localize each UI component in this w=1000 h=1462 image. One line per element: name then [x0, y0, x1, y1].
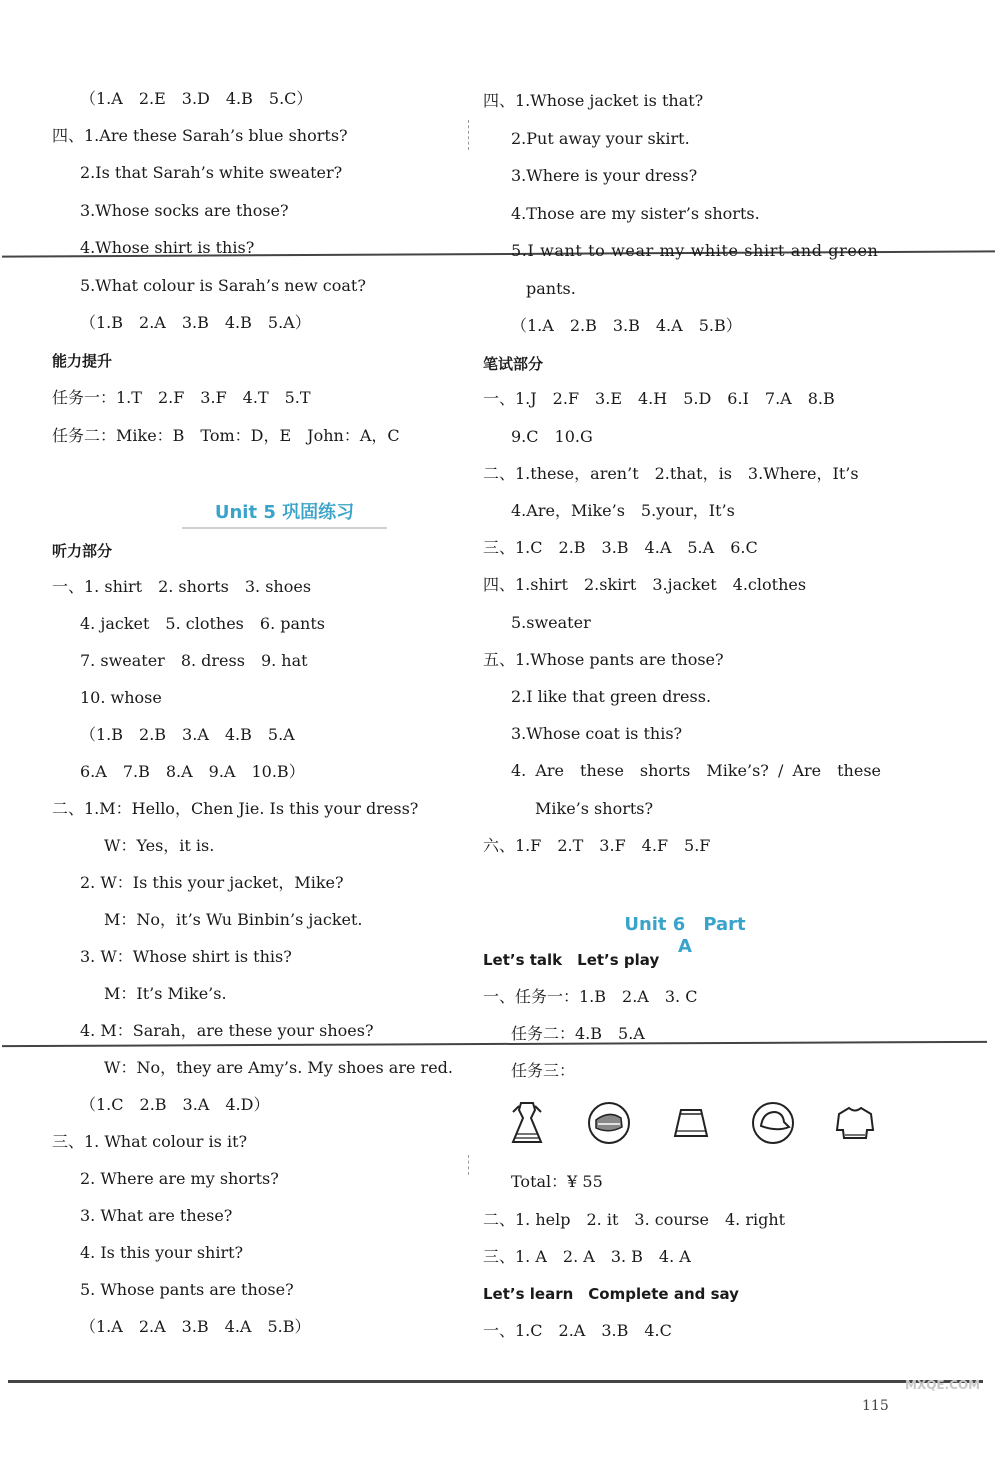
answer-line: 4.Those are my sister’s shorts.: [511, 204, 760, 223]
answer-line: Mike’s shorts?: [535, 799, 654, 818]
answer-line: 2. Where are my shorts?: [80, 1169, 279, 1188]
answer-line: 任务三：: [511, 1061, 576, 1080]
answer-line: W：No，they are Amy’s. My shoes are red.: [104, 1058, 453, 1077]
column-divider: [468, 1155, 469, 1175]
sweater-icon: [833, 1100, 877, 1146]
answer-line: 二、1.M：Hello，Chen Jie. Is this your dress?: [52, 799, 419, 818]
answer-line: 4. Is this your shirt?: [80, 1243, 244, 1262]
answer-line: （1.B 2.B 3.A 4.B 5.A: [80, 725, 295, 744]
answer-line: 5.What colour is Sarah’s new coat?: [80, 276, 366, 295]
answer-line: 5.I want to wear my white shirt and green: [511, 241, 879, 260]
answer-line: 六、1.F 2.T 3.F 4.F 5.F: [483, 836, 711, 855]
answer-line: M：No，it’s Wu Binbin’s jacket.: [104, 910, 363, 929]
dress-icon: [505, 1100, 549, 1146]
answer-line: （1.A 2.E 3.D 4.B 5.C）: [80, 89, 313, 108]
answer-line: 三、1. What colour is it?: [52, 1132, 248, 1151]
answer-line: 7. sweater 8. dress 9. hat: [80, 651, 308, 670]
unit-title: Unit 6 Part A: [624, 914, 746, 957]
answer-line: M：It’s Mike’s.: [104, 984, 227, 1003]
answer-line: 3.Whose socks are those?: [80, 201, 289, 220]
answer-line: 2.Is that Sarah’s white sweater?: [80, 163, 343, 182]
cap-icon: [751, 1100, 795, 1146]
section-heading: Let’s learn Complete and say: [483, 1285, 739, 1303]
answer-line: 四、1.Are these Sarah’s blue shorts?: [52, 126, 348, 145]
skirt-icon: [669, 1100, 713, 1146]
clothes-pictures: [505, 1100, 877, 1146]
answer-line: 一、任务一：1.B 2.A 3. C: [483, 987, 698, 1006]
answer-line: W：Yes，it is.: [104, 836, 215, 855]
answer-line: （1.B 2.A 3.B 4.B 5.A）: [80, 313, 311, 332]
answer-line: 2. W：Is this your jacket，Mike?: [80, 873, 344, 892]
answer-line: 4. jacket 5. clothes 6. pants: [80, 614, 325, 633]
answer-line: 4. M：Sarah，are these your shoes?: [80, 1021, 374, 1040]
page-number: 115: [862, 1398, 889, 1414]
answer-line: 4. Are these shorts Mike’s? / Are these: [511, 761, 882, 780]
shoes-icon: [587, 1100, 631, 1146]
answer-line: 任务一：1.T 2.F 3.F 4.T 5.T: [52, 388, 311, 407]
answer-line: 一、1.C 2.A 3.B 4.C: [483, 1321, 672, 1340]
answer-line: 五、1.Whose pants are those?: [483, 650, 724, 669]
answer-line: 3. W：Whose shirt is this?: [80, 947, 292, 966]
answer-line: 二、1. help 2. it 3. course 4. right: [483, 1210, 786, 1229]
unit-title: Unit 5 巩固练习: [182, 498, 387, 529]
answer-line: 4.Are，Mike’s 5.your，It’s: [511, 501, 735, 520]
answer-line: （1.A 2.A 3.B 4.A 5.B）: [80, 1317, 311, 1336]
answer-line: 4.Whose shirt is this?: [80, 238, 255, 257]
section-heading: 能力提升: [52, 352, 113, 370]
answer-line: 2.Put away your skirt.: [511, 129, 690, 148]
answer-line: 三、1.C 2.B 3.B 4.A 5.A 6.C: [483, 538, 758, 557]
answer-line: 任务二：Mike：B Tom：D，E John：A，C: [52, 426, 400, 445]
answer-line: 9.C 10.G: [511, 427, 593, 446]
section-heading: 听力部分: [52, 542, 113, 560]
answer-line: 三、1. A 2. A 3. B 4. A: [483, 1247, 691, 1266]
column-divider: [468, 120, 469, 150]
answer-line: （1.A 2.B 3.B 4.A 5.B）: [511, 316, 742, 335]
scan-line-bottom: [8, 1380, 983, 1383]
section-heading: 笔试部分: [483, 355, 544, 373]
answer-line: （1.C 2.B 3.A 4.D）: [80, 1095, 270, 1114]
answer-line: 5. Whose pants are those?: [80, 1280, 294, 1299]
total-price: Total：¥ 55: [511, 1172, 603, 1191]
answer-line: 10. whose: [80, 688, 162, 707]
answer-line: 任务二：4.B 5.A: [511, 1024, 645, 1043]
answer-line: 一、1. shirt 2. shorts 3. shoes: [52, 577, 312, 596]
answer-line: 5.sweater: [511, 613, 591, 632]
answer-line: 6.A 7.B 8.A 9.A 10.B）: [80, 762, 305, 781]
answer-line: 一、1.J 2.F 3.E 4.H 5.D 6.I 7.A 8.B: [483, 389, 835, 408]
answer-line: pants.: [526, 279, 576, 298]
section-heading: Let’s talk Let’s play: [483, 951, 660, 969]
answer-line: 3.Where is your dress?: [511, 166, 698, 185]
answer-line: 3.Whose coat is this?: [511, 724, 683, 743]
answer-line: 四、1.Whose jacket is that?: [483, 91, 704, 110]
answer-line: 2.I like that green dress.: [511, 687, 712, 706]
watermark: MXQE.COM: [905, 1378, 981, 1392]
answer-line: 二、1.these，aren’t 2.that，is 3.Where，It’s: [483, 464, 859, 483]
answer-line: 四、1.shirt 2.skirt 3.jacket 4.clothes: [483, 575, 807, 594]
answer-line: 3. What are these?: [80, 1206, 233, 1225]
